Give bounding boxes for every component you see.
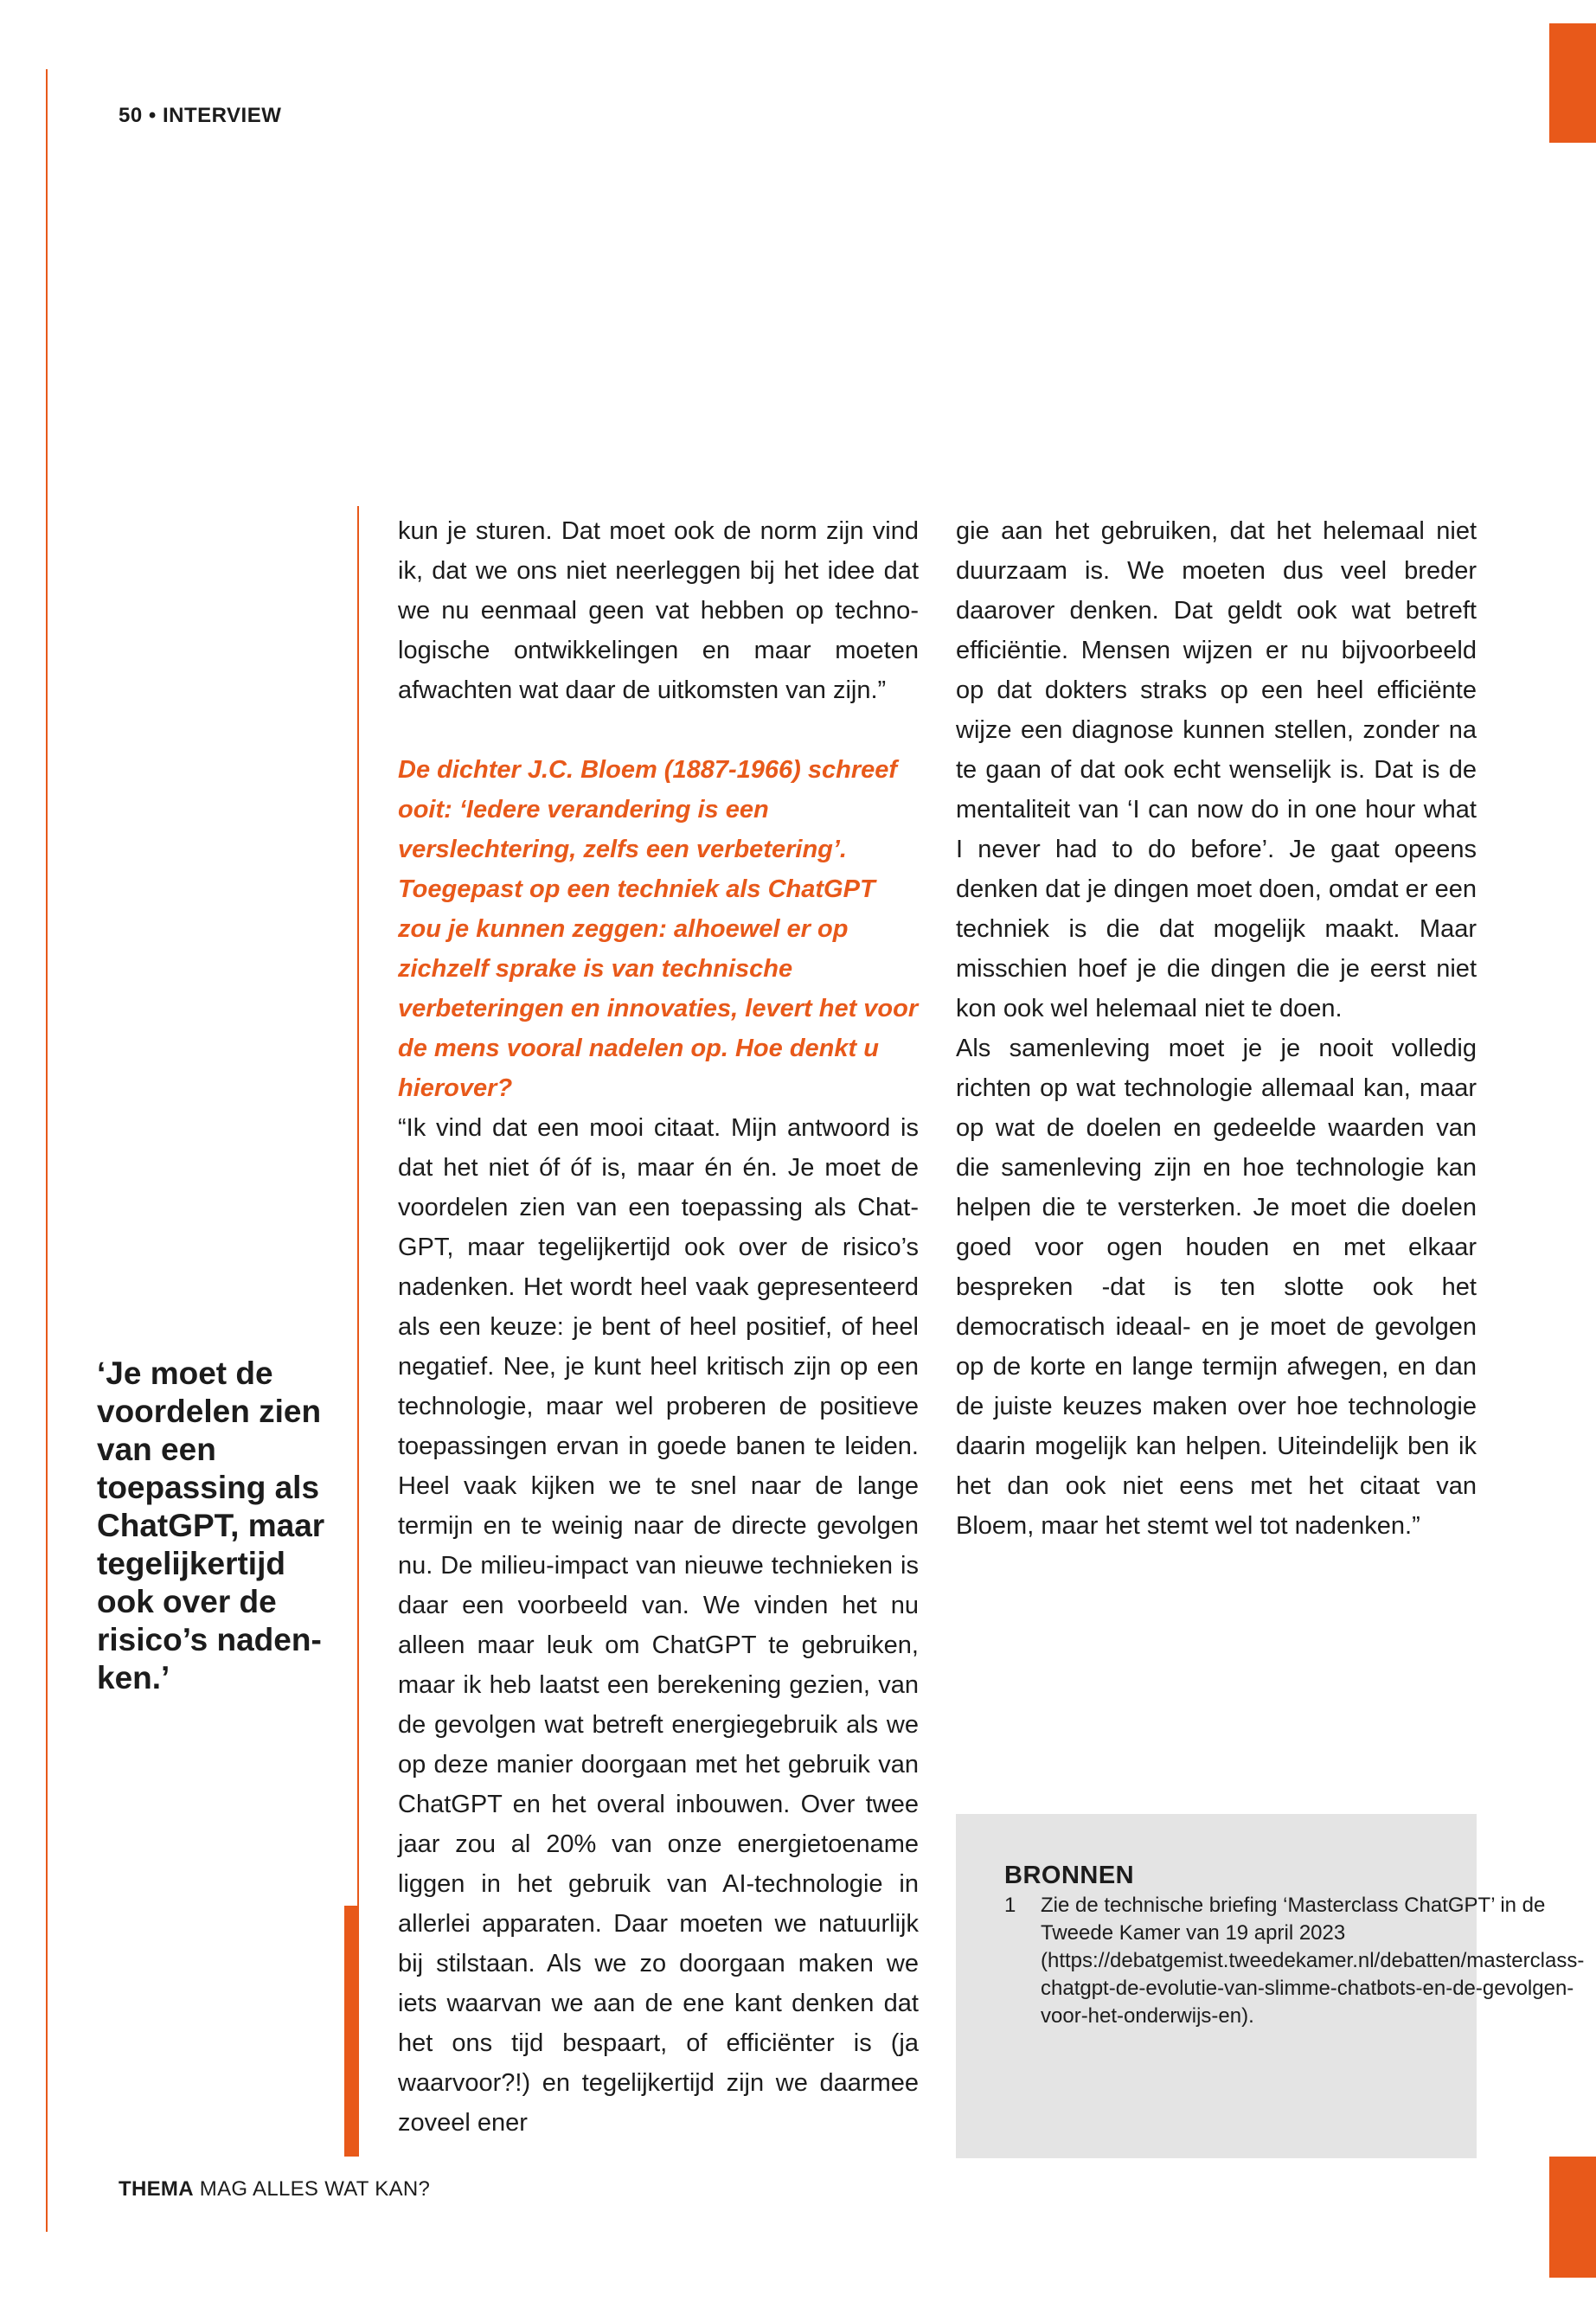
source-number: 1	[1004, 1894, 1016, 1917]
body-paragraph: gie aan het gebruiken, dat het helemaal niet duurzaam is. We moeten dus veel breder daarover denken. Dat geldt ook wat betreft efficiëntie. Mensen wijzen er nu bijvoorbeeld op dat dokters straks op een heel efficiënte wijze een diagnose kunnen stellen, zonder na te gaan of dat ook echt wenselijk is. Dat is de mentaliteit van ‘I can now do in one hour what I never had to do before’. Je gaat opeens denken dat je dingen moet doen, omdat er een techniek is die dat mogelijk maakt. Maar misschien hoef je die dingen die je eerst niet kon ook wel helemaal niet te doen.	[956, 517, 1477, 1022]
source-text: Zie de technische briefing ‘Masterclass ChatGPT’ in de Tweede Kamer van 19 april 2023 (https://debatgemist.tweedekamer.nl/debatten/masterclass-chatgpt-de-evolutie-van-slimme-chatbots-en-de-gevolgen-voor-het-onderwijs-en).	[1041, 1894, 1585, 2028]
orange-edge-tab-top	[1549, 23, 1596, 143]
left-margin-rule	[46, 69, 48, 2232]
header-separator: •	[148, 104, 157, 127]
interview-question: De dichter J.C. Bloem (1887-1966) schreef ooit: ‘Iedere verandering is een verslechtering, zelfs een verbetering’. Toegepast op een techniek als ChatGPT zou je kunnen zeggen: alhoewel er op zichzelf sprake is van technische verbeteringen en innovaties, levert het voor de mens vooral nadelen op. Hoe denkt u hierover?	[398, 756, 919, 1102]
sources-box	[956, 1814, 1585, 2158]
text-column-left	[398, 511, 919, 2143]
footer-theme-label: THEMA	[119, 2177, 194, 2201]
source-item	[1004, 1892, 1585, 2030]
body-paragraph: Als samenleving moet je je nooit volledig richten op wat technologie allemaal kan, maar op wat de doelen en gedeelde waarden van die samenleving zijn en hoe technologie kan helpen die te versterken. Je moet die doelen goed voor ogen houden en met elkaar bespreken -dat is ten slotte ook het democratisch ideaal- en je moet de gevolgen op de korte en lange termijn afwegen, en dan de juiste keuzes maken over hoe technologie daarin mogelijk kan helpen. Uiteindelijk ben ik het dan ook niet eens met het citaat van Bloem, maar het stemt wel tot nadenken.”	[956, 1035, 1477, 1540]
sources-title: BRONNEN	[1004, 1862, 1135, 1889]
section-label: INTERVIEW	[162, 104, 282, 127]
footer-theme-title: MAG ALLES WAT KAN?	[199, 2177, 431, 2201]
body-paragraph: kun je sturen. Dat moet ook de norm zijn vind ik, dat we ons niet neerleggen bij het idee dat we nu eenmaal geen vat hebben op technologische ontwikkelingen en maar moeten afwachten wat daar de uitkomsten van zijn.”	[398, 517, 919, 704]
page-number: 50	[119, 104, 143, 127]
running-header	[119, 104, 281, 128]
body-paragraph: “Ik vind dat een mooi citaat. Mijn antwoord is dat het niet óf óf is, maar én én. Je moet de voordelen zien van een toepassing als ChatGPT, maar tegelijkertijd ook over de risico’s nadenken. Het wordt heel vaak gepresenteerd als een keuze: je bent of heel positief, of heel negatief. Nee, je kunt heel kritisch zijn op een technologie, maar wel proberen de positieve toepassingen ervan in goede banen te leiden. Heel vaak kijken we te snel naar de lange termijn en te weinig naar de directe gevolgen nu. De milieu-impact van nieuwe technieken is daar een voorbeeld van. We vinden het nu alleen maar leuk om ChatGPT te gebruiken, maar ik heb laatst een berekening gezien, van de gevolgen wat betreft energiegebruik als we op deze manier doorgaan met het gebruik van ChatGPT en het overal inbouwen. Over twee jaar zou al 20% van onze energietoename liggen in het gebruik van AI-technologie in allerlei apparaten. Daar moeten we natuurlijk bij stilstaan. Als we zo doorgaan maken we iets waarvan we aan de ene kant denken dat het ons tijd bespaart, of efficiënter is (ja waarvoor?!) en tegelijkertijd zijn we daarmee zoveel ener	[398, 1114, 919, 2137]
orange-edge-tab-bottom	[1549, 2157, 1596, 2278]
pull-quote: ‘Je moet de voordelen zien van een toepassing als ChatGPT, maar tegelijkertijd ook over de risico’s nadenken.’	[97, 1356, 325, 1695]
column-divider-accent-bar	[344, 1906, 359, 2157]
column-divider-rule	[357, 506, 359, 1907]
text-column-right	[956, 511, 1477, 1546]
running-footer	[119, 2177, 430, 2202]
